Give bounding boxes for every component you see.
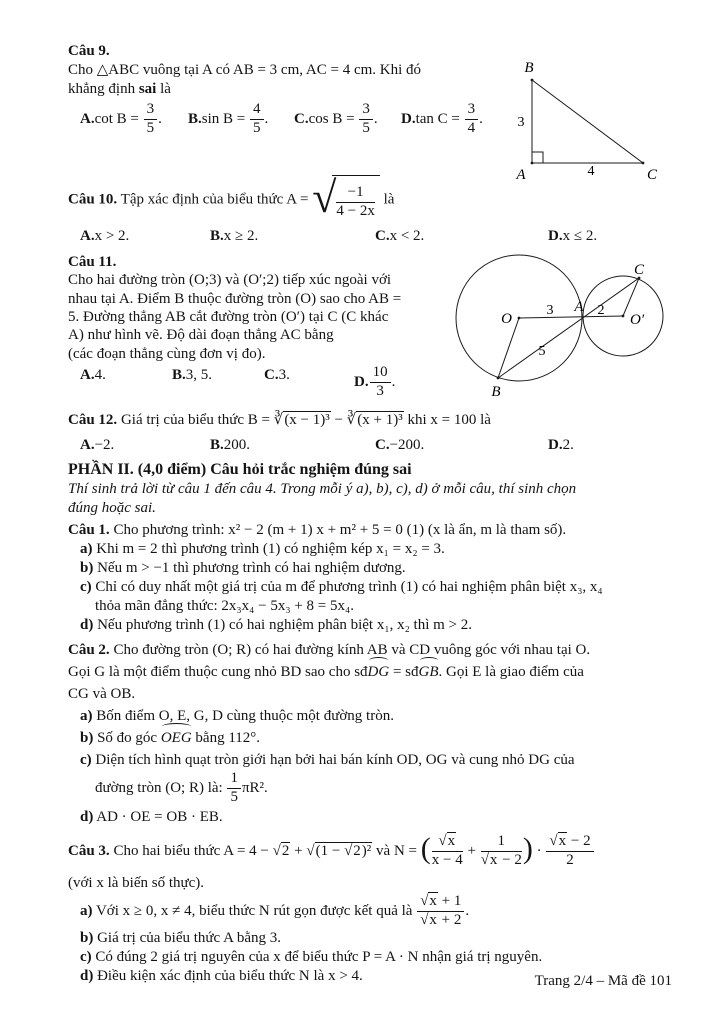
part2-question-2 (68, 639, 675, 828)
vertex-label-C: C (646, 167, 658, 183)
question-12-text: Câu 12. Giá trị của biểu thức B = ∛ (x − 1)³ − ∛ (x + 1)³ khi x = 100 là (68, 408, 675, 433)
arc-OEG: OEG (161, 727, 192, 749)
question-11-line2: nhau tại A. Điểm B thuộc đường tròn (O) sao cho AB = (68, 290, 402, 307)
segment-label-5: 5 (538, 344, 546, 359)
right-angle-mark (532, 152, 543, 163)
question-3-label: Câu 3. (68, 842, 110, 859)
radical-sign-icon (549, 833, 557, 849)
question-2-label: Câu 2. (68, 642, 110, 658)
option-d: D.2. (548, 437, 574, 453)
emphasis-sai: sai (138, 81, 157, 97)
question-12-label: Câu 12. (68, 412, 118, 428)
item-b: b) Nếu m > −1 thì phương trình có hai nghiệm dương. (80, 560, 406, 576)
cube-root-radical: ∛ (x + 1)³ (347, 411, 404, 428)
vertex-dot-A (531, 162, 534, 165)
question-3-intro-line2: (với x là biến số thực). (68, 874, 205, 891)
question-2-intro-line3: CG và OB. (68, 686, 136, 702)
radius-OB (498, 318, 519, 378)
part-2-header (68, 459, 675, 518)
cube-root-radical: ∛ (x − 1)³ (274, 411, 331, 428)
segment-label-2: 2 (597, 303, 605, 318)
side-label-4: 4 (587, 164, 595, 179)
radical-sign-icon (306, 843, 314, 859)
part2-question-3 (68, 828, 675, 986)
question-9-label: Câu 9. (68, 43, 110, 59)
point-label-C: C (633, 262, 645, 278)
item-c-continued: thỏa mãn đẳng thức: 2x₃x₄ − 5x₃ + 8 = 5x₄. (95, 598, 354, 614)
question-11-options (80, 365, 472, 400)
center-dot-O-prime (622, 315, 625, 318)
question-11-label: Câu 11. (68, 253, 117, 270)
part2-question-1 (68, 521, 675, 635)
point-dot-B (497, 377, 500, 380)
cube-root-sign-icon (274, 412, 284, 428)
radical-sign-icon (481, 852, 489, 868)
part-2-note-line1: Thí sinh trả lời từ câu 1 đến câu 4. Trong mỗi ý a), b), c), d) ở mỗi câu, thí sinh chọn (68, 481, 577, 497)
option-b: B.sin B = $\frac{4}{5}$ . (188, 101, 269, 136)
part-2-heading: PHẦN II. (4,0 điểm) Câu hỏi trắc nghiệm đúng sai (68, 461, 412, 478)
triangle-figure (505, 55, 670, 185)
question-1-intro: Câu 1. Cho phương trình: x² − 2 (m + 1) x + m² + 5 = 0 (1) (x là ẩn, m là tham số). (68, 522, 567, 538)
radical-sign-icon (312, 198, 336, 208)
option-b: B.200. (210, 437, 251, 453)
vertex-label-A: A (516, 167, 526, 183)
item-c: c) Diện tích hình quạt tròn giới hạn bởi hai bán kính OD, OG và cung nhỏ DG của (80, 752, 575, 768)
item-b: b) Giá trị của biểu thức A bằng 3. (80, 929, 282, 946)
option-c: C.x < 2. (375, 227, 425, 244)
question-12-options (80, 435, 675, 455)
secant-BC (498, 278, 639, 378)
question-2-intro-line1: Câu 2. Cho đường tròn (O; R) có hai đường kính AB và CD vuông góc với nhau tại O. (68, 642, 591, 658)
option-a: A.cot B = $\frac{3}{5}$ . (80, 101, 162, 136)
question-9-text-line2: khẳng định sai là (68, 81, 171, 97)
item-a: a) Khi m = 2 thì phương trình (1) có nghiệm kép x₁ = x₂ = 3. (80, 541, 445, 557)
item-b: b) Số đo góc OEG bằng 112°. (80, 727, 675, 749)
arc-GB: GB (419, 661, 439, 683)
side-label-3: 3 (517, 115, 525, 130)
option-c: C.3. (264, 367, 290, 384)
center-label-O-prime: O′ (630, 312, 645, 328)
triangle-hypotenuse-BC (532, 80, 643, 163)
vertex-dot-B (531, 79, 534, 82)
question-9-text-line1: Cho △ABC vuông tại A có AB = 3 cm, AC = 4 cm. Khi đó (68, 62, 422, 78)
option-c: C.−200. (375, 437, 425, 453)
part-2-note-line2: đúng hoặc sai. (68, 500, 156, 516)
question-10 (68, 175, 675, 247)
question-10-label: Câu 10. (68, 191, 118, 208)
question-3-intro-formula: Câu 3. Cho hai biểu thức A = 4 − √ 2 + √ (1 − √ 2)² và N = √ $\frac{x}{x - 4}$ + 1 √ x − 2 · √ $\frac{x - 2}{2}$ (68, 828, 675, 874)
cube-root-sign-icon (347, 412, 357, 428)
item-a: a) Với x ≥ 0, x ≠ 4, biểu thức N rút gọn được kết quả là √ x + 1 √ x + 2 . (80, 893, 675, 929)
vertex-label-B: B (524, 60, 534, 76)
item-c: c) Chỉ có duy nhất một giá trị của m để phương trình (1) có hai nghiệm phân biệt x₃, x₄ (80, 579, 603, 595)
question-10-options (80, 225, 675, 247)
center-dot-O (518, 317, 521, 320)
option-d: D. $\frac{10}{3}$ . (354, 364, 396, 400)
option-a: A.x > 2. (80, 227, 130, 244)
question-10-text: Câu 10. Tập xác định của biểu thức A = √ $\frac{-1}{4 - 2x}$ là (68, 175, 675, 225)
page-footer: Trang 2/4 – Mã đề 101 (534, 973, 672, 989)
segment-label-3: 3 (546, 303, 554, 318)
question-12 (68, 408, 675, 455)
item-a: a) Bốn điểm O, E, G, D cùng thuộc một đường tròn. (80, 708, 394, 724)
option-d: D.x ≤ 2. (548, 227, 598, 244)
item-d: d) Nếu phương trình (1) có hai nghiệm phân biệt x₁, x₂ thì m > 2. (80, 617, 473, 633)
radical-sign-icon (438, 833, 446, 849)
item-d: d) AD · OE = OB · EB. (80, 808, 223, 825)
arc-DG: DG (368, 661, 390, 683)
item-c: c) Có đúng 2 giá trị nguyên của x để biểu thức P = A · N nhận giá trị nguyên. (80, 948, 543, 965)
question-11-line4: A) như hình vẽ. Độ dài đoạn thẳng AC bằng (68, 327, 334, 344)
question-11-line5: (các đoạn thẳng cùng đơn vị đo). (68, 345, 266, 362)
option-c: C.cos B = $\frac{3}{5}$ . (294, 101, 378, 136)
sqrt-radical: √ $\frac{-1}{4 - 2x}$ (312, 175, 380, 225)
option-a: A.−2. (80, 437, 115, 453)
option-a: A.4. (80, 367, 106, 384)
circles-figure (450, 248, 672, 400)
point-label-A: A (574, 299, 584, 315)
question-1-label: Câu 1. (68, 522, 110, 538)
line-O-Oprime (519, 316, 623, 318)
item-d: d) Điều kiện xác định của biểu thức N là x > 4. (80, 967, 363, 984)
option-b: B.x ≥ 2. (210, 227, 259, 244)
item-c-continued: đường tròn (O; R) là: $\frac{1}{5}$ πR². (95, 770, 268, 805)
question-11-line1: Cho hai đường tròn (O;3) và (O′;2) tiếp xúc ngoài với (68, 272, 392, 289)
vertex-dot-C (642, 162, 645, 165)
point-label-B: B (491, 384, 501, 400)
option-d: D.tan C = $\frac{3}{4}$ . (401, 101, 483, 136)
option-b: B.3, 5. (172, 367, 213, 384)
question-11-line3: 5. Đường thẳng AB cắt đường tròn (O′) tại C (C khác (68, 309, 389, 325)
center-label-O: O (501, 311, 512, 327)
radical-sign-icon (273, 843, 281, 859)
question-2-intro-line2: Gọi G là một điểm thuộc cung nhỏ BD sao cho sđDG = sđGB. Gọi E là giao điểm của (68, 661, 675, 683)
